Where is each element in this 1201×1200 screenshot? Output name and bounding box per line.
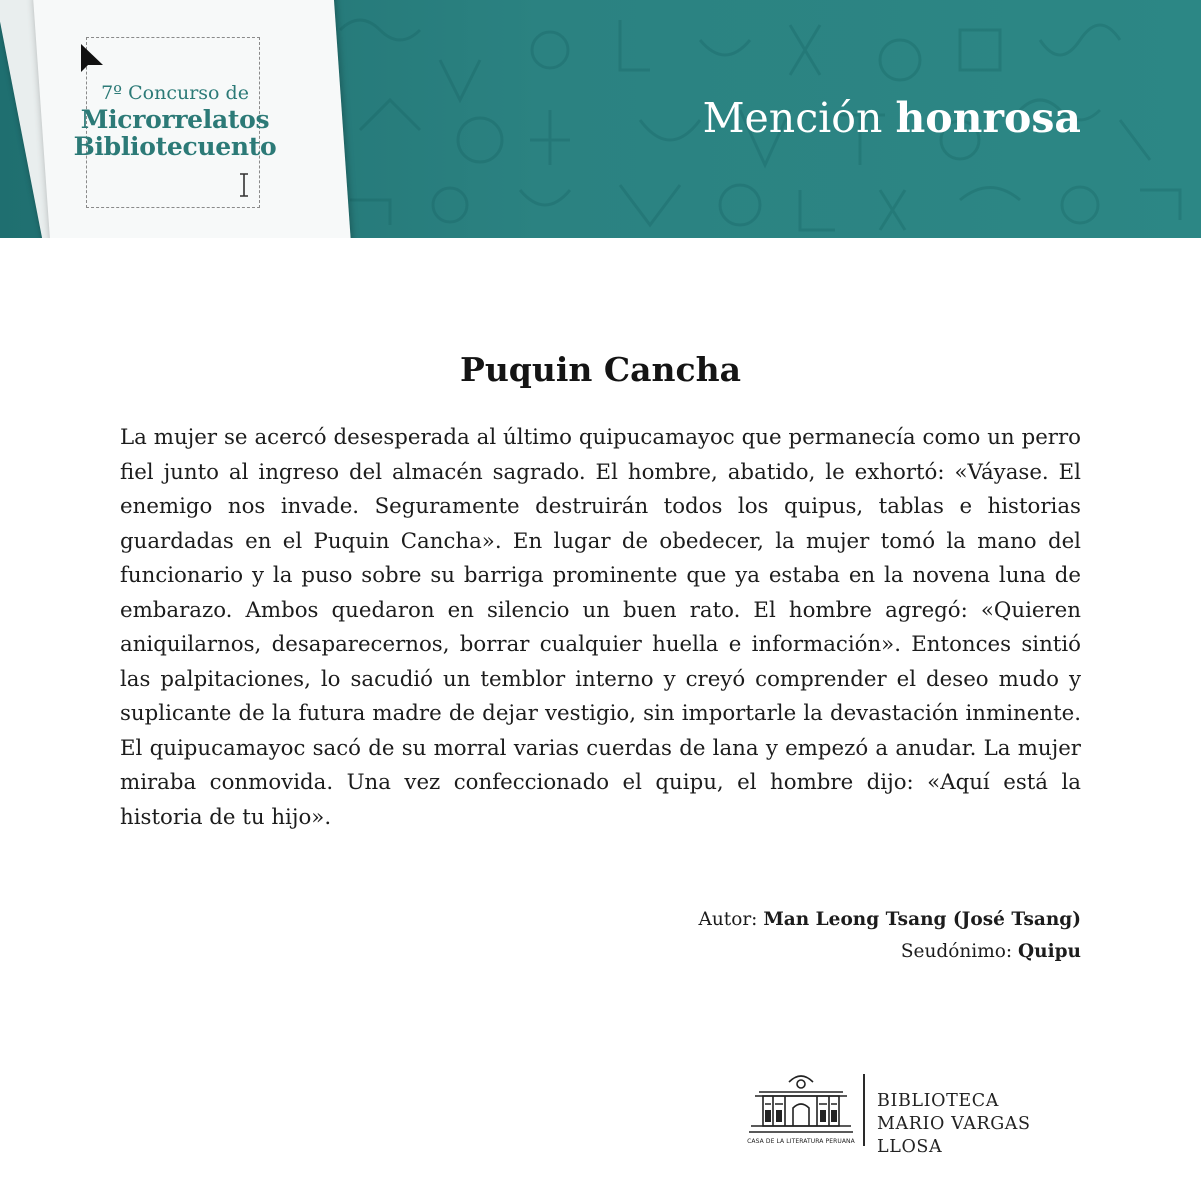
pseudonym-name: Quipu	[1018, 941, 1081, 962]
author-label: Autor:	[698, 909, 758, 930]
library-name	[877, 1090, 1085, 1159]
contest-title	[60, 84, 290, 159]
mention-regular: Mención	[702, 94, 883, 142]
cursor-arrow-icon	[79, 42, 105, 76]
casa-literatura-label: CASA DE LA LITERATURA PERUANA	[747, 1138, 855, 1145]
header-banner	[0, 0, 1201, 238]
mention-title	[702, 94, 1081, 142]
text-cursor-icon	[238, 172, 250, 198]
library-logo	[745, 1070, 1085, 1157]
story-body: La mujer se acercó desesperada al último quipucamayoc que permanecía como un perro fiel junto al ingreso del almacén sagrado. El hombre, abatido, le exhortó: «Váyase. El enemigo nos invade. Seguramente destruirán todos los quipus, tablas e historias guardadas en el Puquin Cancha». En lugar de obedecer, la mujer tomó la mano del funcionario y la puso sobre su barriga prominente que ya estaba en la novena luna de embarazo. Ambos quedaron en silencio un buen rato. El hombre agregó: «Quieren aniquilarnos, desaparecernos, borrar cualquier huella e información». Entonces sintió las palpitaciones, lo sacudió un temblor interno y creyó comprender el deseo mudo y suplicante de la futura madre de dejar vestigio, sin importarle la devastación inminente. El quipucamayoc sacó de su morral varias cuerdas de lana y empezó a anudar. La mujer miraba conmovida. Una vez confeccionado el quipu, el hombre dijo: «Aquí está la historia de tu hijo».	[120, 425, 1081, 830]
pseudonym-line	[698, 936, 1081, 968]
pseudonym-label: Seudónimo:	[900, 941, 1013, 962]
author-line	[698, 904, 1081, 936]
credits-block	[698, 904, 1081, 968]
contest-name-line2: Bibliotecuento	[73, 132, 277, 161]
mention-bold: honrosa	[895, 94, 1081, 142]
contest-name-line1: Microrrelatos	[80, 105, 270, 134]
contest-edition: 7º Concurso de	[101, 82, 249, 104]
library-name-line1: BIBLIOTECA	[877, 1091, 999, 1111]
story-title: Puquin Cancha	[460, 350, 741, 389]
library-name-line2: MARIO VARGAS LLOSA	[877, 1114, 1031, 1157]
logo-divider	[863, 1074, 865, 1146]
author-name: Man Leong Tsang (José Tsang)	[763, 909, 1081, 930]
building-icon	[745, 1070, 857, 1138]
